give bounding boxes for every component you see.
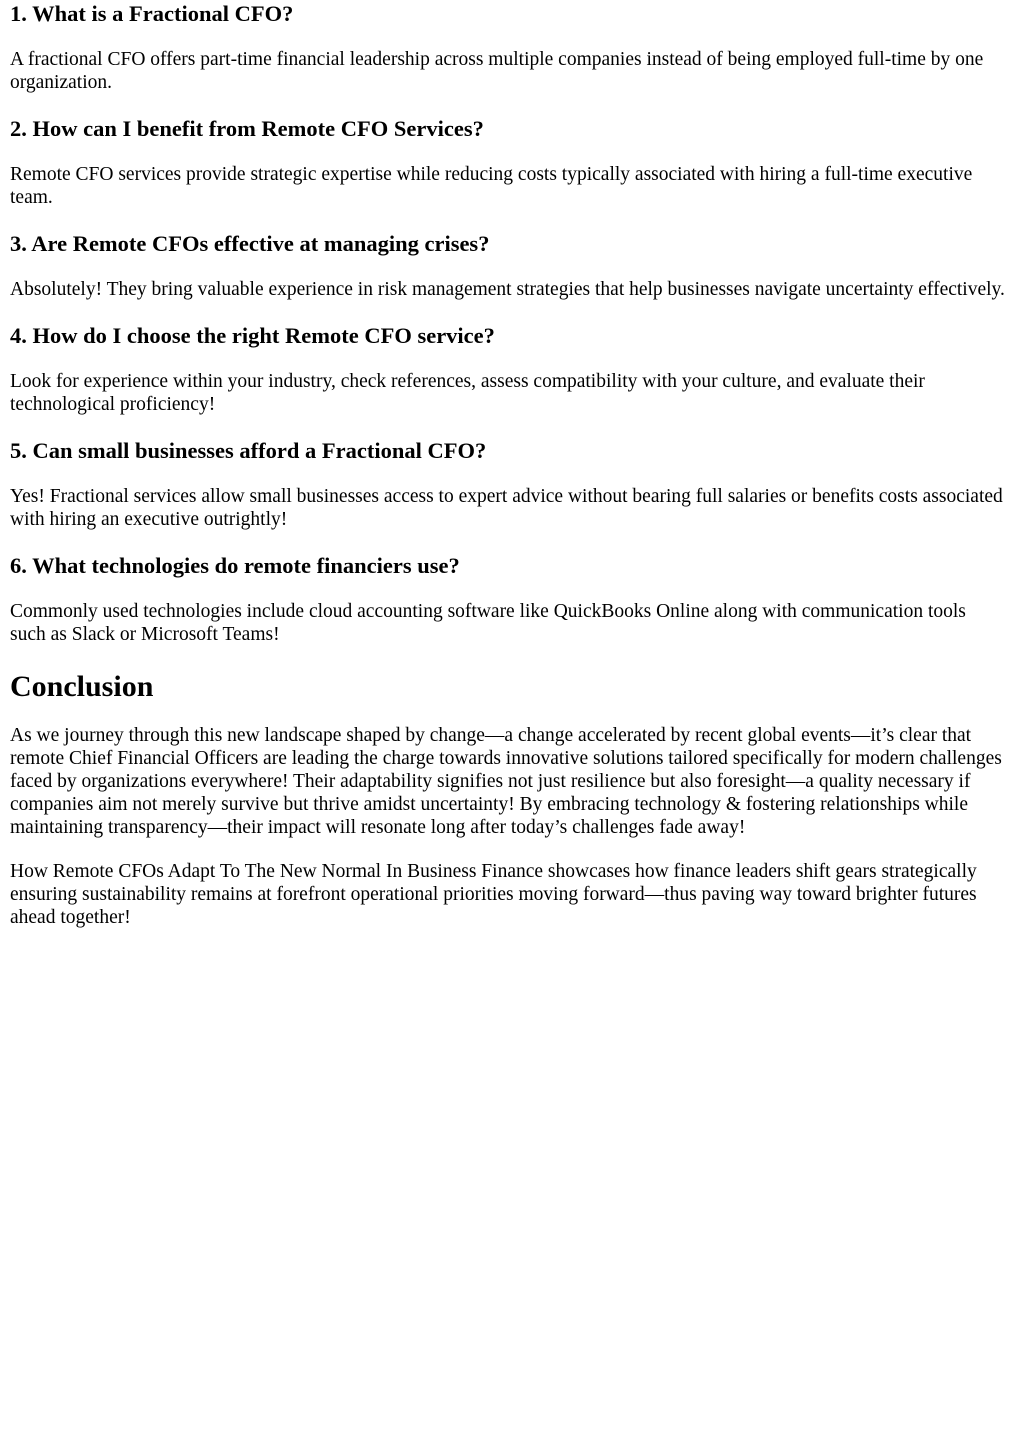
faq-item [10, 322, 1006, 416]
faq-section [10, 0, 1006, 646]
faq-answer: Commonly used technologies include cloud accounting software like QuickBooks Online along with communication tools such as Slack or Microsoft Teams! [10, 601, 966, 645]
faq-answer: Look for experience within your industry, check references, assess compatibility with your culture, and evaluate their technological proficiency! [10, 371, 925, 415]
faq-question: 5. Can small businesses afford a Fractional CFO? [10, 438, 487, 463]
faq-answer: Remote CFO services provide strategic expertise while reducing costs typically associated with hiring a full-time executive team. [10, 164, 973, 208]
conclusion-paragraph: As we journey through this new landscape shaped by change—a change accelerated by recent global events—it’s clear that remote Chief Financial Officers are leading the charge towards innovative solutions tailored specifically for modern challenges faced by organizations everywhere! Their adaptability signifies not just resilience but also foresight—a quality necessary if companies aim not merely survive but thrive amidst uncertainty! By embracing technology & fostering relationships while maintaining transparency—their impact will resonate long after today’s challenges fade away! [10, 725, 1002, 838]
faq-question: 4. How do I choose the right Remote CFO service? [10, 323, 495, 348]
conclusion-section [10, 669, 1006, 929]
faq-item [10, 230, 1006, 301]
faq-item [10, 0, 1006, 94]
faq-answer: Yes! Fractional services allow small businesses access to expert advice without bearing full salaries or benefits costs associated with hiring an executive outrightly! [10, 486, 1003, 530]
faq-question: 6. What technologies do remote financiers use? [10, 553, 460, 578]
faq-item [10, 437, 1006, 531]
closing-paragraph: How Remote CFOs Adapt To The New Normal In Business Finance showcases how finance leaders shift gears strategically ensuring sustainability remains at forefront operational priorities moving forward—thus paving way toward brighter futures ahead together! [10, 861, 977, 928]
faq-question: 2. How can I benefit from Remote CFO Services? [10, 116, 484, 141]
faq-answer: Absolutely! They bring valuable experience in risk management strategies that help businesses navigate uncertainty effectively. [10, 279, 1005, 300]
conclusion-heading: Conclusion [10, 670, 154, 703]
faq-question: 1. What is a Fractional CFO? [10, 1, 294, 26]
faq-answer: A fractional CFO offers part-time financial leadership across multiple companies instead of being employed full-time by one organization. [10, 49, 984, 93]
faq-item [10, 115, 1006, 209]
faq-item [10, 552, 1006, 646]
faq-question: 3. Are Remote CFOs effective at managing crises? [10, 231, 490, 256]
